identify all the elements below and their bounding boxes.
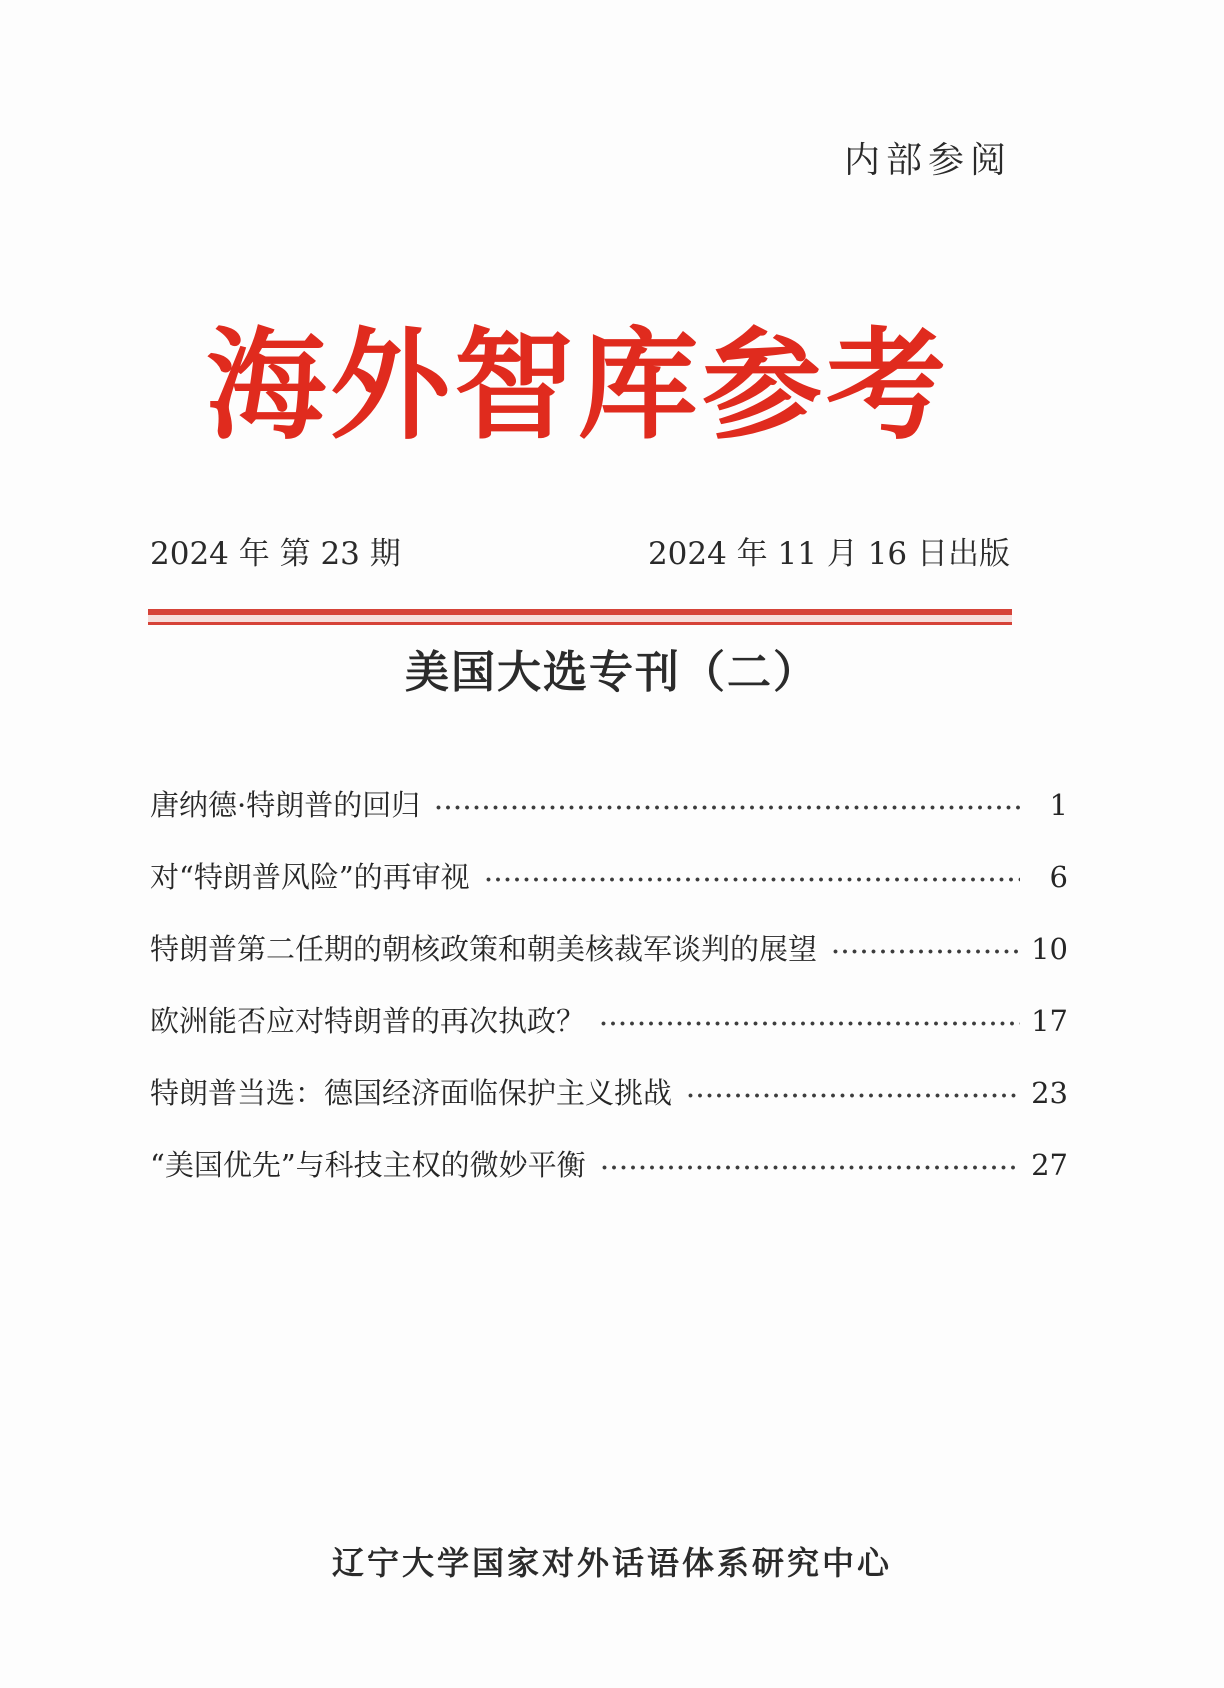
toc-entry-page: 10 bbox=[1031, 932, 1068, 966]
dot-leader bbox=[601, 1021, 1020, 1026]
publish-date: 2024 年 11 月 16 日出版 bbox=[647, 536, 1010, 572]
dot-leader bbox=[486, 877, 1020, 882]
dot-leader bbox=[833, 949, 1020, 954]
toc-entry bbox=[150, 862, 1068, 893]
rule-gap bbox=[148, 615, 1012, 622]
toc-entry bbox=[150, 1150, 1068, 1181]
toc-entry-title: 欧洲能否应对特朗普的再次执政？ bbox=[150, 1004, 586, 1038]
table-of-contents bbox=[150, 790, 1068, 1222]
toc-entry bbox=[150, 790, 1068, 821]
toc-entry bbox=[150, 1078, 1068, 1109]
toc-entry-page: 27 bbox=[1031, 1148, 1068, 1182]
toc-entry-title: 特朗普当选：德国经济面临保护主义挑战 bbox=[150, 1076, 673, 1110]
issue-info-row bbox=[150, 528, 1010, 573]
special-issue-title: 美国大选专刊（二） bbox=[405, 647, 819, 698]
toc-entry-title: 唐纳德·特朗普的回归 bbox=[150, 788, 421, 822]
dot-leader bbox=[602, 1165, 1020, 1170]
toc-entry-page: 1 bbox=[1049, 788, 1068, 822]
toc-entry-title: 特朗普第二任期的朝核政策和朝美核裁军谈判的展望 bbox=[150, 932, 818, 966]
dot-leader bbox=[436, 805, 1020, 810]
double-red-rule bbox=[148, 609, 1012, 625]
publisher-name: 辽宁大学国家对外话语体系研究中心 bbox=[331, 1544, 892, 1582]
toc-entry-title: 对“特朗普风险”的再审视 bbox=[150, 860, 470, 894]
issue-number: 2024 年 第 23 期 bbox=[150, 536, 401, 572]
toc-entry bbox=[150, 1006, 1068, 1037]
toc-entry bbox=[150, 934, 1068, 965]
confidential-label: 内部参阅 bbox=[843, 140, 1012, 181]
toc-entry-page: 6 bbox=[1049, 860, 1068, 894]
toc-entry-page: 23 bbox=[1031, 1076, 1068, 1110]
toc-entry-title: “美国优先”与科技主权的微妙平衡 bbox=[150, 1148, 586, 1182]
dot-leader bbox=[688, 1093, 1020, 1098]
toc-entry-page: 17 bbox=[1031, 1004, 1068, 1038]
journal-title: 海外智库参考 bbox=[206, 315, 950, 456]
rule-thin bbox=[148, 622, 1012, 625]
